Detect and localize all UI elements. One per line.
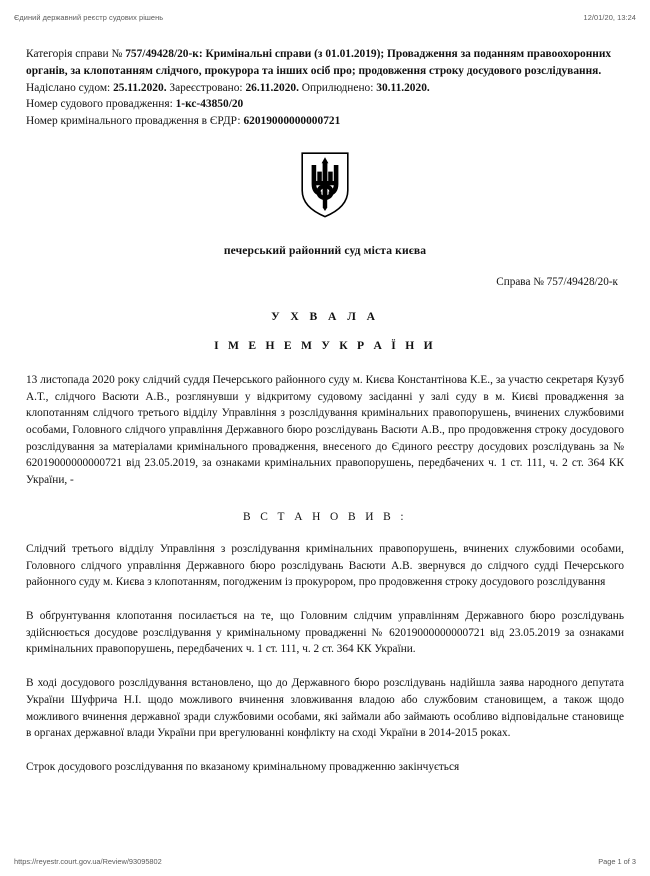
sent-date: 25.11.2020. (113, 81, 167, 94)
metadata-proceeding-line (26, 96, 624, 113)
metadata-category-line (26, 46, 624, 80)
case-number: Справа № 757/49428/20-к (496, 275, 618, 288)
category-case-number: 757/49428/20-к (125, 48, 199, 60)
section-heading-vstanovyv: В С Т А Н О В И В : (242, 510, 408, 523)
category-value: : Кримінальні справи (з 01.01.2019); Провадження за поданням правоохоронних органів, за клопотанням слідчого, прокурора та інших осіб про; продовження строку досудового розслідування. (26, 48, 612, 77)
intro-paragraph: 13 листопада 2020 року слідчий суддя Печерського районного суду м. Києва Константінова К.Е., за участю секретаря Кузуб А.Т., слідчого Васюти А.В., розглянувши у відкритому судовому засіданні у залі суду в м. Києві провадження за клопотанням слідчого третього відділу Управління з розслідування кримінальних правопорушень, вчинених службовими особами, Головного слідчого управління Державного бюро розслідувань Васюти А.В., про продовження строку досудового розслідування за матеріалами кримінального провадження, внесеного до Єдиного реєстру досудових розслідувань за № 62019000000000721 від 23.05.2019, за ознаками кримінальних правопорушень, передбачених ч. 1 ст. 111, ч. 2 ст. 364 КК України, - (26, 373, 624, 487)
erdr-number: 62019000000000721 (243, 115, 341, 128)
browser-print-footer (0, 846, 650, 876)
site-title: Єдиний державний реєстр судових рішень (14, 12, 164, 22)
published-date: 30.11.2020. (376, 81, 430, 94)
proceeding-number: 1-кс-43850/20 (175, 98, 244, 111)
document-subtitle: І М Е Н Е М У К Р А Ї Н И (214, 338, 436, 352)
metadata-dates-line (26, 80, 624, 97)
body-paragraph: В обґрунтування клопотання посилається на те, що Головним слідчим управлінням Державного бюро розслідувань здійснюється досудове розслідування у кримінальному провадженні № 62019000000000721 від 23.05.2019 за ознаками кримінальних правопорушень, передбачених ч. 1 ст. 111, ч. 2 ст. 364 КК України. (26, 610, 624, 656)
coat-of-arms-container (26, 150, 624, 220)
document-metadata-block (26, 46, 624, 130)
print-timestamp: 12/01/20, 13:24 (583, 12, 636, 22)
court-decision-document (0, 34, 650, 776)
body-paragraph: В ході досудового розслідування встановлено, що до Державного бюро розслідувань надійшла заява народного депутата України Шуфрича Н.І. щодо можливого вчинення зловживання владою або службовим становищем, а також щодо можливого вчинення державної зради службовими особами, які займали або займають особливо відповідальне становище в органах державної влади України при врегулюванні конфлікту на сході України в 2014-2015 роках. (26, 677, 624, 740)
metadata-erdr-line (26, 113, 624, 130)
court-name: печерський районний суд міста києва (223, 243, 427, 257)
ukrainian-trident-coat-of-arms-icon (301, 152, 349, 218)
registered-date: 26.11.2020. (245, 81, 299, 94)
sent-label: Надіслано судом: (26, 81, 114, 94)
proceeding-label: Номер судового провадження: (26, 98, 176, 111)
body-paragraph: Строк досудового розслідування по вказаному кримінальному провадженню закінчується (26, 761, 460, 774)
page-indicator: Page 1 of 3 (598, 856, 636, 866)
browser-print-header (0, 0, 650, 34)
category-label: Категорія справи № (26, 48, 126, 60)
body-paragraph: Слідчий третього відділу Управління з розслідування кримінальних правопорушень, вчинених службовими особами, Головного слідчого управління Державного бюро розслідувань Васюти А.В. звернувся до слідчого судді Печерського районного суду м. Києва з клопотанням, погодженим із прокурором, про продовження строку досудового розслідування (26, 542, 624, 589)
registered-label: Зареєстровано: (166, 81, 246, 94)
document-title: У Х В А Л А (271, 309, 379, 323)
erdr-label: Номер кримінального провадження в ЄРДР: (26, 115, 244, 128)
published-label: Оприлюднено: (298, 81, 377, 94)
source-url[interactable]: https://reyestr.court.gov.ua/Review/93095802 (14, 856, 162, 866)
